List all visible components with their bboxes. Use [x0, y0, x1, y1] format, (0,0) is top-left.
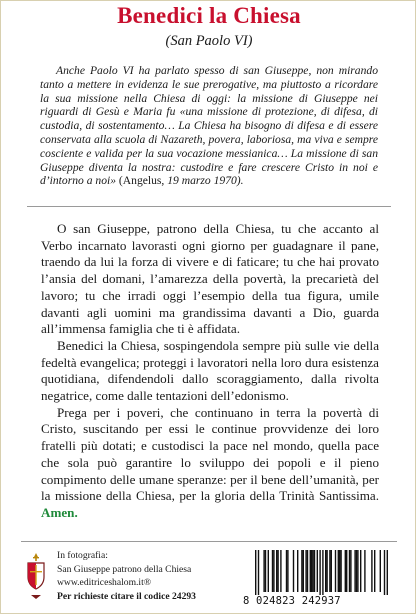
prayer-paragraph-1: O san Giuseppe, patrono della Chiesa, tu che accanto al Verbo incarnato lavorasti ogni giorno per guadagnare il pane, traendo da lui la forza di vivere e di faticare; tu che hai provato l’ansia del domani, l’amarezza della povertà, la precarietà del lavoro; tu che irradi oggi l’esempio della tua figura, umile davanti agli uomini ma grandissima davanti a Dio, guarda all’immensa famiglia che ti è affidata. — [41, 221, 379, 337]
divider-bottom — [21, 541, 397, 542]
barcode-bar — [258, 550, 259, 595]
code-note: Per richieste citare il codice 24293 — [57, 590, 196, 602]
barcode-bar — [338, 550, 339, 592]
barcode-bar — [322, 550, 323, 595]
prayer-body — [41, 221, 379, 522]
barcode — [243, 549, 395, 607]
barcode-number: 8 024823 242937 — [243, 595, 341, 607]
barcode-bar — [303, 550, 304, 592]
barcode-bar — [319, 550, 320, 595]
intro-text: Anche Paolo VI ha parlato spesso di san Giuseppe, non mirando tanto a mettere in evidenza le sue prerogative, ma piuttosto a ricordare la sua missione nella Chiesa di oggi: la missione di Giuseppe nei riguardi di Gesù e Maria fu «una missione di protezione, di difesa, di custodia, di sostentamento… La Chiesa ha bisogno di difesa e di essere conservata alla scuola di Nazareth, povera, laboriosa, ma viva e sempre cosciente e valida per la sua vocazione messianica… La missione di san Giuseppe diventa la nostra: custodire e fare crescere Cristo in noi e d’intorno a noi» — [40, 64, 378, 188]
barcode-bar — [263, 550, 264, 592]
barcode-bar — [345, 550, 346, 592]
barcode-bar — [340, 550, 341, 592]
barcode-bar — [387, 550, 388, 595]
barcode-bar — [384, 550, 385, 595]
barcode-bar — [310, 550, 311, 592]
divider-top — [27, 206, 391, 207]
prayer-paragraph-2: Benedici la Chiesa, sospingendola sempre più sulle vie della fedeltà evangelica; proteggi i lavoratori nella loro dura esistenza quotidiana, difendendoli dallo scoraggiamento, dalla rivolta negatrice, come dalle tentazioni dell’edonismo. — [41, 337, 379, 404]
barcode-bar — [301, 550, 302, 592]
intro-paragraph — [40, 64, 378, 188]
barcode-bar — [314, 550, 315, 592]
barcode-bar — [364, 550, 365, 592]
barcode-bar — [325, 550, 326, 592]
barcode-bar — [374, 550, 375, 592]
barcode-bar — [276, 550, 277, 592]
barcode-bar — [307, 550, 308, 592]
barcode-bar — [305, 550, 306, 592]
barcode-bar — [357, 550, 358, 592]
page-subtitle: (San Paolo VI) — [165, 33, 253, 49]
barcode-bar — [331, 550, 332, 592]
footer — [21, 547, 397, 609]
amen-text: Amen. — [41, 504, 78, 520]
barcode-bar — [360, 550, 361, 592]
barcode-bar — [312, 550, 313, 592]
barcode-bar — [326, 550, 327, 592]
barcode-bar — [371, 550, 372, 592]
barcode-bar — [287, 550, 288, 592]
publisher-logo-icon — [25, 551, 47, 601]
barcode-bar — [311, 550, 312, 592]
barcode-bar — [356, 550, 357, 592]
barcode-bar — [346, 550, 347, 592]
barcode-bar — [272, 550, 273, 592]
barcode-bars — [243, 549, 395, 595]
barcode-bar — [380, 550, 381, 592]
barcode-bar — [280, 550, 281, 592]
barcode-bar — [277, 550, 278, 592]
barcode-bar — [297, 550, 298, 592]
photo-label: In fotografia: — [57, 550, 108, 561]
barcode-bar — [349, 550, 350, 592]
prayer-paragraph-3 — [41, 405, 379, 522]
barcode-bar — [265, 550, 266, 592]
barcode-bar — [293, 550, 294, 592]
intro-source-date: 19 marzo 1970). — [167, 174, 244, 188]
intro-source: (Angelus, — [118, 174, 165, 188]
barcode-bar — [255, 550, 256, 595]
barcode-bar — [335, 550, 336, 592]
prayer-paragraph-3-text: Prega per i poveri, che continuano in terra la povertà di Cristo, suscitando per essi le continue provvidenze dei loro fratelli più dotati; e custodisci la pace nel mondo, quella pace che sola può garantire lo sviluppo dei popoli e il pieno compimento delle umane speranze: per il bene dell’umanità, per la missione della Chiesa, per la gloria della Trinità Santissima. — [41, 404, 379, 504]
barcode-bar — [354, 550, 355, 592]
barcode-bar — [286, 550, 287, 592]
barcode-bar — [317, 550, 318, 592]
photo-subject: San Giuseppe patrono della Chiesa — [57, 563, 192, 575]
barcode-bar — [329, 550, 330, 592]
barcode-bar — [273, 550, 274, 592]
barcode-bar — [268, 550, 269, 592]
barcode-bar — [339, 550, 340, 592]
page-title: Benedici la Chiesa — [117, 3, 301, 28]
footer-info — [57, 549, 196, 603]
website-link[interactable]: www.editriceshalom.it® — [57, 577, 152, 589]
barcode-bar — [350, 550, 351, 592]
